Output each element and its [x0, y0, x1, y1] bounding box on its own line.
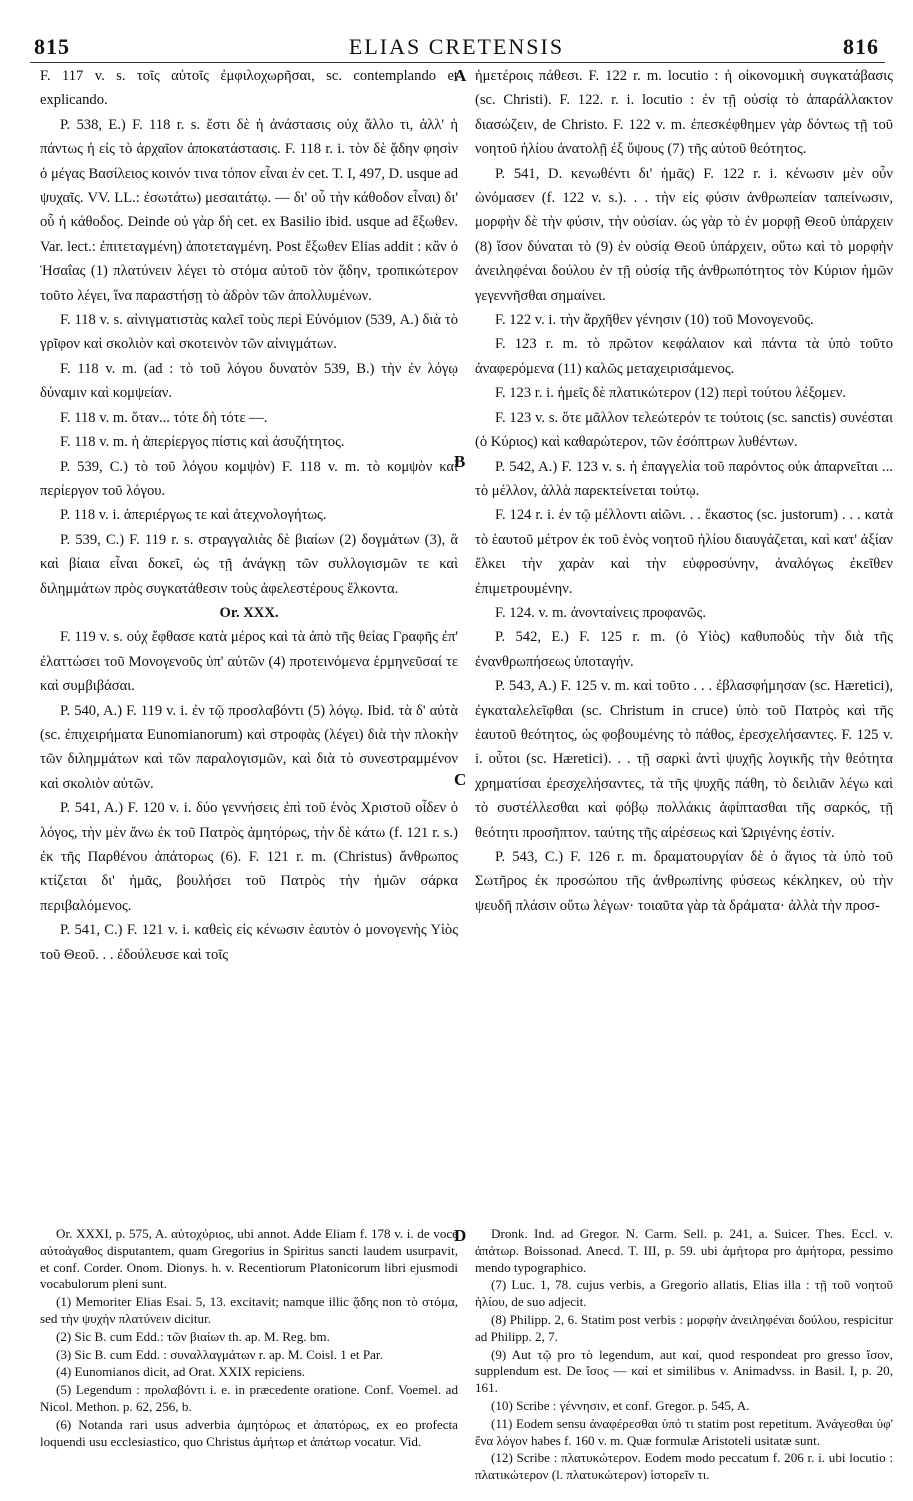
running-title: ELIAS CRETENSIS — [348, 34, 565, 59]
paragraph: F. 118 v. m. ὅταν... τότε δὴ τότε —. — [60, 409, 268, 426]
paragraph: P. 538, E.) F. 118 r. s. ἔστι δὲ ἡ ἀνάστασις οὐχ ἄλλο τι, ἀλλ' ἡ πάντως ἡ εἰς τὸ ἀρχαῖον ἀποκατάστασις. F. 118 r. i. τὸν δὲ ᾅδην φησὶν ὁ μέγας Βασίλειος κοινόν τινα τόπον εἶναι ἐν cet. T. I, 497, D. usque ad ψυχαῖς. VV. LL.: ἐσωτάτω) μεσαιτάτῳ. — δι' οὗ τὴν κάθοδον εἶναι) δι' οὗ ἡ κάθοδος. Deinde οὐ γὰρ δὴ cet. ex Basilio ibid. usque ad ἔξωθεν. Var. lect.: ἐπιτεταγμένη) ἀποτεταγμένη. Post ἔξωθεν Elias addit : κἂν ὁ Ἡσαΐας (1) πλατύνειν λέγει τὸ στόμα αὐτοῦ τὸν ᾅδην, τροπικώτερον τοῦτο λέγει, ἵνα παραστήσῃ τὸ ἀδρὸν τῶν ἀπολλυμένων. — [40, 116, 458, 304]
right-column — [475, 64, 893, 918]
margin-marker-b: B — [454, 452, 466, 471]
paragraph: P. 542, E.) F. 125 r. m. (ὁ Υἱὸς) καθυποδὺς τὴν διὰ τῆς ἐνανθρωπήσεως ὑποταγήν. — [475, 629, 893, 670]
paragraph: P. 540, A.) F. 119 v. i. ἐν τῷ προσλαβόντι (5) λόγῳ. Ibid. τὰ δ' αὐτὰ (sc. ἐπιχειρήματα Eunomianorum) καὶ στροφὰς (λέγει) διὰ τὴν πλοκὴν τῶν διλημμάτων καὶ τῶν παραλογισμῶν, καὶ διὰ τὸ συνεστραμμένον καὶ σκολιὸν αὐτῶν. — [40, 702, 458, 792]
margin-marker-a: A — [454, 66, 467, 85]
paragraph: F. 122 v. i. τὴν ἄρχῆθεν γένησιν (10) τοῦ Μονογενοῦς. — [495, 312, 814, 329]
paragraph: F. 117 v. s. τοῖς αὐτοῖς ἐμφιλοχωρῆσαι, sc. contemplando et explicando. — [40, 68, 458, 109]
paragraph: P. 541, A.) F. 120 v. i. δύο γεννήσεις ἐπὶ τοῦ ἑνὸς Χριστοῦ οἶδεν ὁ λόγος, τὴν μὲν ἄνω ἐκ τοῦ Πατρὸς ἀμητόρως, τὴν δὲ κάτω (f. 121 r. s.) ἐκ τῆς Παρθένου ἀπάτορως (6). F. 121 r. m. (Christus) ἄνθρωπος κτίζεται δι' ἡμᾶς, βουλήσει τοῦ Πατρὸς τὴν ἡμῶν σάρκα περιβαλόμενος. — [40, 800, 458, 914]
margin-marker-c: C — [454, 770, 467, 789]
footnote: (8) Philipp. 2, 6. Statim post verbis : μορφὴν ἀνειληφέναι δούλου, respicitur ad Philipp. 2, 7. — [475, 1311, 893, 1344]
paragraph: P. 543, A.) F. 125 v. m. καὶ τοῦτο . . . ἐβλασφήμησαν (sc. Hæretici), ἐγκαταλελεῖφθαι (sc. Christum in cruce) ὑπὸ τοῦ Πατρὸς καὶ τῆς ἑαυτοῦ θεότητος, ὡς φοβουμένης τὸ πάθος, ἐρεσχελήσαντες. F. 125 v. i. οὗτοι (sc. Hæretici). . . τῇ σαρκὶ ἀντὶ ψυχῆς λογικῆς τὴν θεότητα χρηματίσαι ἐρεσχελήσαντες, τὰ τῆς ψυχῆς πάθη, τὸ δειλιᾶν λέγω καὶ τὸ συστέλλεσθαι καὶ φόβῳ πολλάκις ἀφίπτασθαι τῆς σαρκός, τῇ θεότητι προσῆπτον. ταύτης τῆς αἱρέσεως καὶ Ὠριγένης ἐστίν. — [475, 678, 893, 841]
footnote: (2) Sic B. cum Edd.: τῶν βιαίων th. ap. M. Reg. bm. — [56, 1328, 330, 1344]
footnote: (3) Sic B. cum Edd. : συναλλαγμάτων r. ap. M. Coisl. 1 et Par. — [56, 1346, 383, 1362]
footnote: (10) Scribe : γέννησιν, et conf. Gregor. p. 545, A. — [491, 1397, 750, 1413]
paragraph: P. 543, C.) F. 126 r. m. δραματουργίαν δὲ ὁ ἅγιος τὰ ὑπὸ τοῦ Σωτῆρος ἐκ προσώπου τῆς ἀνθρωπίνης φύσεως κέκληκεν, οὐ τὴν ψευδῆ πλάσιν οὕτω λέγων· τοιαῦτα γὰρ τὰ δράματα· ἀλλὰ τὴν προσ- — [475, 849, 893, 914]
margin-marker-d: D — [454, 1226, 467, 1245]
footnote: (4) Eunomianos dicit, ad Orat. XXIX repiciens. — [56, 1364, 306, 1380]
section-heading: Or. XXX. — [219, 604, 279, 621]
footnote: (12) Scribe : πλατυκώτερον. Eodem modo peccatum f. 206 r. i. ubi locutio : πλατικώτερον (l. πλατυκώτερον) ἱστορεῖν τι. — [475, 1450, 893, 1483]
footnote: (7) Luc. 1, 78. cujus verbis, a Gregorio allatis, Elias illa : τῇ τοῦ νοητοῦ ἡλίου, de suo adjecit. — [475, 1277, 893, 1310]
paragraph: P. 541, D. κενωθέντι δι' ἡμᾶς) F. 122 r. i. κένωσιν μὲν οὖν ὠνόμασεν (f. 122 v. s.). . . τὴν εἰς φύσιν ἀνθρωπείαν ταπείνωσιν, μορφὴν δὲ τὴν φύσιν, τὴν οὐσίαν. ὡς γὰρ τὸ ἐν μορφῇ Θεοῦ ὑπάρχειν (8) ἴσον δύναται τὸ (9) ἐν οὐσίᾳ Θεοῦ ὑπάρχειν, οὕτω καὶ τὸ μορφὴν ἀνειληφέναι δούλου ἐν τῇ οὐσίᾳ τῆς ἀνθρωπότητος τὸν Κύριον ἡμῶν γεγεννῆσθαι σημαίνει. — [475, 165, 893, 304]
paragraph: P. 542, A.) F. 123 v. s. ἡ ἐπαγγελία τοῦ παρόντος οὐκ ἀπαρνεῖται ... τὸ μέλλον, ἀλλὰ παρεκτείνεται τούτῳ. — [475, 458, 893, 499]
left-column — [40, 64, 458, 967]
paragraph: F. 124 r. i. ἐν τῷ μέλλοντι αἰῶνι. . . ἕκαστος (sc. justorum) . . . κατὰ τὸ ἑαυτοῦ μέτρον ἐκ τοῦ ἑνὸς νοητοῦ ἡλίου διαυγάζεται, καὶ κατ' ἀξίαν ἕλκει τὴν χαρὰν καὶ τὴν εὐφροσύνην, ἀναλόγως ἐκεῖθεν ἐπιμετρουμένην. — [475, 507, 893, 597]
footnote: Dronk. Ind. ad Gregor. N. Carm. Sell. p. 241, a. Suicer. Thes. Eccl. v. ἀπάτωρ. Boissonad. Anecd. T. III, p. 59. ubi ἀμήτορα pro ἀμήτορα, pessimo mendo typographico. — [475, 1226, 893, 1275]
paragraph: F. 118 v. m. ἡ ἀπερίεργος πίστις καὶ ἀσυζήτητος. — [60, 434, 345, 451]
paragraph: F. 124. v. m. ἀνονταίνεις προφανῶς. — [495, 604, 707, 621]
paragraph: F. 118 v. m. (ad : τὸ τοῦ λόγου δυνατὸν 539, B.) τὴν ἐν λόγῳ δύναμιν καὶ κομψείαν. — [40, 360, 458, 402]
header-rule — [30, 62, 885, 63]
footnote: (6) Notanda rari usus adverbia ἀμητόρως et ἀπατόρως, ex eo profecta loquendi usu ecclesiastico, quo Christus ἀμήτωρ et ἀπάτωρ vocatur. Vid. — [40, 1416, 458, 1449]
page-number-right: 816 — [843, 34, 879, 59]
footnotes-left — [40, 1226, 458, 1451]
footnote: (11) Eodem sensu ἀναφέρεσθαι ὑπό τι statim post repetitum. Ἀνάγεσθαι ὑφ' ἕνα λόγον habes f. 160 v. m. Quæ formulæ Aristoteli usitatæ sunt. — [475, 1415, 893, 1448]
paragraph: P. 541, C.) F. 121 v. i. καθεὶς εἰς κένωσιν ἑαυτὸν ὁ μονογενὴς Υἱὸς τοῦ Θεοῦ. . . ἐδούλευσε καὶ τοῖς — [40, 922, 458, 963]
footnote: (9) Aut τῷ pro τὸ legendum, aut καί, quod respondeat pro gresso ἴσον, supplendum est. De ἴσος — καί et similibus v. Animadvss. in Basil. I, p. 20, 161. — [475, 1346, 893, 1396]
footnote: Or. XXXI, p. 575, A. αὐτοχύριος, ubi annot. Adde Eliam f. 178 v. i. de voce αὐτοάγαθος disputantem, quam Gregorius in Spiritus sancti laudem usurpavit, et conf. Corder. Onom. Dionys. h. v. Recentiorum Platonicorum libri ejusmodi vocabulorum pleni sunt. — [40, 1226, 458, 1292]
footnote: (1) Memoriter Elias Esai. 5, 13. excitavit; namque illic ᾅδης non τὸ στόμα, sed τὴν ψυχὴν πλατύνειν dicitur. — [40, 1294, 458, 1326]
footnote: (5) Legendum : προλαβόντι i. e. in præcedente oratione. Conf. Voemel. ad Nicol. Methon. p. 62, 256, b. — [40, 1382, 458, 1414]
footnotes-right — [475, 1226, 893, 1485]
paragraph: P. 539, C.) τὸ τοῦ λόγου κομψὸν) F. 118 v. m. τὸ κομψὸν καὶ περίεργον τοῦ λόγου. — [40, 458, 458, 499]
paragraph: F. 123 r. i. ἡμεῖς δὲ πλατικώτερον (12) περὶ τούτου λέξομεν. — [495, 385, 847, 402]
paragraph: F. 119 v. s. οὐχ ἔφθασε κατὰ μέρος καὶ τὰ ἀπὸ τῆς θείας Γραφῆς ἐπ' ἐλαττώσει τοῦ Μονογενοῦς ὑπ' αὐτῶν (4) προτεινόμενα ἑρμηνεῦσαί τε καὶ συμβιβάσαι. — [40, 629, 458, 695]
paragraph: P. 539, C.) F. 119 r. s. στραγγαλιὰς δὲ βιαίων (2) δογμάτων (3), ἃ καὶ βίαια εἶναι δοκεῖ, ὡς τῇ ἀνάγκῃ τῶν συλλογισμῶν τε καὶ διλημμάτων πρὸς συγκατάθεσιν τοὺς ἀφελεστέρους ἕλκοντα. — [40, 531, 458, 597]
paragraph: P. 118 v. i. ἀπεριέργως τε καὶ ἀτεχνολογήτως. — [60, 507, 327, 524]
paragraph: F. 118 v. s. αἰνιγματιστὰς καλεῖ τοὺς περὶ Εὐνόμιον (539, A.) διὰ τὸ γρῖφον καὶ σκολιὸν καὶ σκοτεινὸν τῶν αἰνιγμάτων. — [40, 312, 458, 353]
page-number-left: 815 — [34, 34, 70, 59]
paragraph: ἡμετέροις πάθεσι. F. 122 r. m. locutio : ἡ οἰκονομικὴ συγκατάβασις (sc. Christi). F. 122. r. i. locutio : ἐν τῇ οὐσίᾳ τὸ ἀπαράλλακτον διασώζειν, de Christo. F. 122 v. m. ἐπεσκέφθημεν γὰρ δόντως τῇ τοῦ νοητοῦ ἡλίου ἀνατολῇ ἐξ ὕψους (7) τῆς αὐτοῦ θεότητος. — [475, 68, 893, 158]
paragraph: F. 123 r. m. τὸ πρῶτον κεφάλαιον καὶ πάντα τὰ ὑπὸ τοῦτο ἀναφερόμενα (11) καλῶς μεταχειρισάμενος. — [475, 336, 893, 377]
paragraph: F. 123 v. s. ὅτε μᾶλλον τελεώτερόν τε τούτοις (sc. sanctis) συνέσται (ὁ Κύριος) καὶ καθαρώτερον, τῶν ἐσόπτρων λυθέντων. — [475, 409, 893, 451]
